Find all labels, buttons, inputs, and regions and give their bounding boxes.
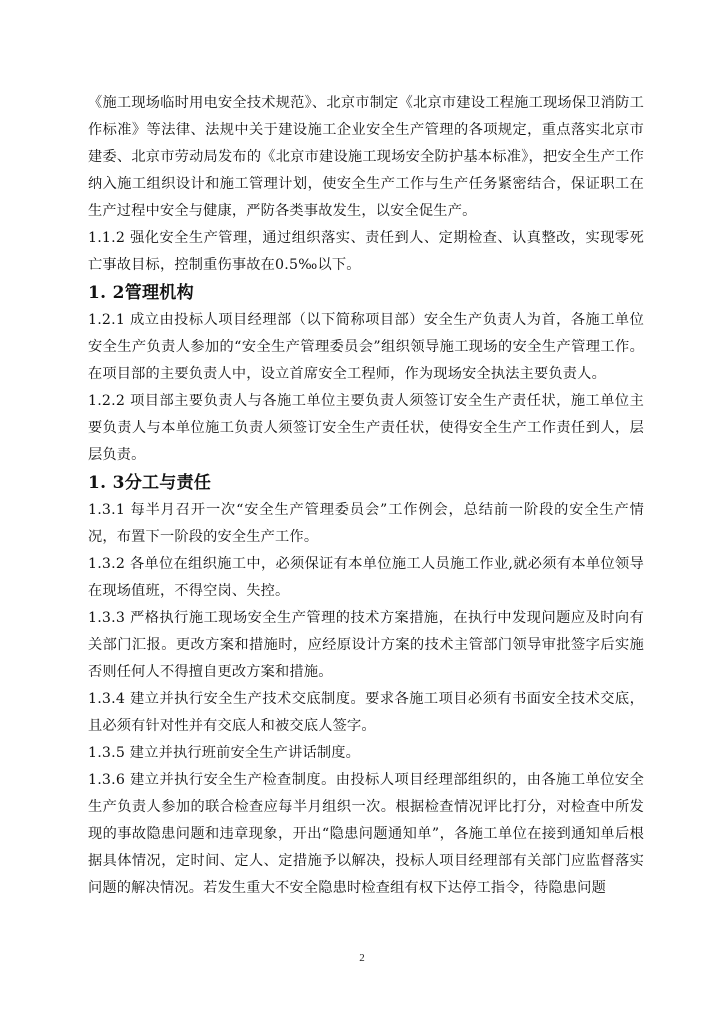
section-heading-1-2: 1. 2管理机构 <box>88 283 194 303</box>
section-heading-1-3: 1. 3分工与责任 <box>88 473 212 493</box>
page-number: 2 <box>359 952 365 964</box>
clause-1-3-3: 1.3.3 严格执行施工现场安全生产管理的技术方案措施，在执行中发现问题应及时向有关部门汇报。更改方案和措施时，应经原设计方案的技术主管部门领导审批签字后实施否则任何人不得擅自更改方案和措施。 <box>88 610 644 680</box>
clause-1-3-2: 1.3.2 各单位在组织施工中，必须保证有本单位施工人员施工作业,就必须有本单位领导在现场值班，不得空岗、失控。 <box>88 556 644 599</box>
clause-1-3-6: 1.3.6 建立并执行安全生产检查制度。由投标人项目经理部组织的，由各施工单位安全生产负责人参加的联合检查应每半月组织一次。根据检查情况评比打分，对检查中所发现的事故隐患问题和违章现象，开出“隐患问题通知单”，各施工单位在接到通知单后根据具体情况，定时间、定人、定措施予以解决，投标人项目经理部有关部门应监督落实问题的解决情况。若发生重大不安全隐患时检查组有权下达停工指令，待隐患问题 <box>88 772 644 896</box>
clause-1-3-1: 1.3.1 每半月召开一次“安全生产管理委员会”工作例会，总结前一阶段的安全生产情况，布置下一阶段的安全生产工作。 <box>88 502 644 545</box>
clause-1-3-4: 1.3.4 建立并执行安全生产技术交底制度。要求各施工项目必须有书面安全技术交底，且必须有针对性并有交底人和被交底人签字。 <box>88 691 644 734</box>
document-body <box>88 90 644 902</box>
clause-1-1-2: 1.1.2 强化安全生产管理，通过组织落实、责任到人、定期检查、认真整改，实现零死亡事故目标，控制重伤事故在0.5‰以下。 <box>88 230 644 273</box>
clause-1-2-2: 1.2.2 项目部主要负责人与各施工单位主要负责人须签订安全生产责任状，施工单位主要负责人与本单位施工负责人须签订安全生产责任状，使得安全生产工作责任到人，层层负责。 <box>88 393 644 463</box>
clause-1-2-1: 1.2.1 成立由投标人项目经理部（以下简称项目部）安全生产负责人为首，各施工单位安全生产负责人参加的“安全生产管理委员会”组织领导施工现场的安全生产管理工作。在项目部的主要负责人中，设立首席安全工程师，作为现场安全执法主要负责人。 <box>88 312 644 382</box>
intro-paragraph: 《施工现场临时用电安全技术规范》、北京市制定《北京市建设工程施工现场保卫消防工作标准》等法律、法规中关于建设施工企业安全生产管理的各项规定，重点落实北京市建委、北京市劳动局发布的《北京市建设施工现场安全防护基本标准》，把安全生产工作纳入施工组织设计和施工管理计划，使安全生产工作与生产任务紧密结合，保证职工在生产过程中安全与健康，严防各类事故发生，以安全促生产。 <box>88 95 644 219</box>
clause-1-3-5: 1.3.5 建立并执行班前安全生产讲话制度。 <box>88 745 361 761</box>
